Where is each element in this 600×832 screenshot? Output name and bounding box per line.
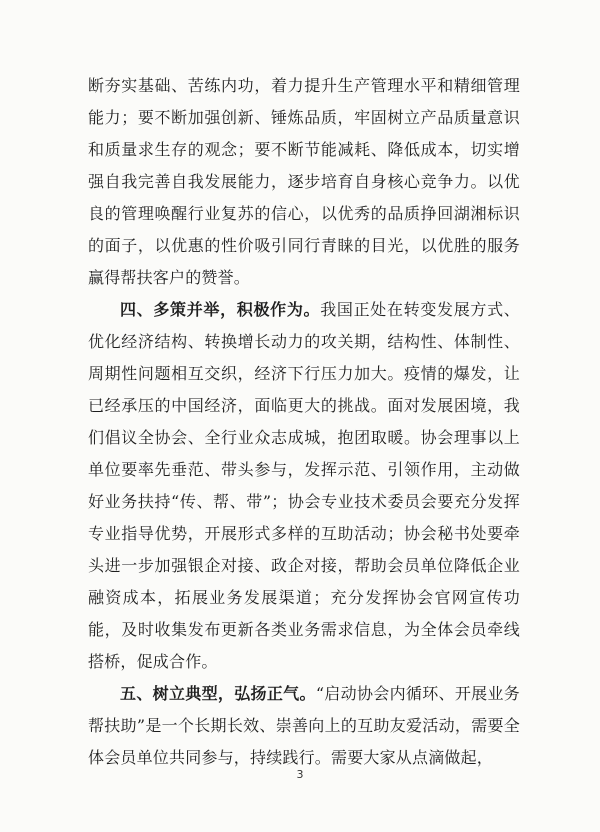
paragraph-section-five	[88, 678, 520, 774]
paragraph-continued	[88, 70, 520, 294]
paragraph-text: “启动协会内循环、开展业务帮扶助”是一个长期长效、崇善向上的互助友爱活动，需要全体会员单位共同参与，持续践行。需要大家从点滴做起，	[88, 684, 520, 767]
paragraph-text: 我国正处在转变发展方式、优化经济结构、转换增长动力的攻关期，结构性、体制性、周期性问题相互交织，经济下行压力加大。疫情的爆发，让已经承压的中国经济，面临更大的挑战。面对发展困境，我们倡议全协会、全行业众志成城，抱团取暖。协会理事以上单位要率先垂范、带头参与，发挥示范、引领作用，主动做好业务扶持“传、帮、带”；协会专业技术委员会要充分发挥专业指导优势，开展形式多样的互助活动；协会秘书处要牵头进一步加强银企对接、政企对接，帮助会员单位降低企业融资成本，拓展业务发展渠道；充分发挥协会官网宣传功能，及时收集发布更新各类业务需求信息，为全体会员牵线搭桥，促成合作。	[88, 300, 521, 671]
section-heading: 四、多策并举，积极作为。	[120, 300, 321, 319]
section-heading: 五、树立典型，弘扬正气。	[120, 684, 316, 703]
paragraph-text: 断夯实基础、苦练内功，着力提升生产管理水平和精细管理能力；要不断加强创新、锤炼品质，牢固树立产品质量意识和质量求生存的观念；要不断节能减耗、降低成本，切实增强自我完善自我发展能力，逐步培育自身核心竞争力。以优良的管理唤醒行业复苏的信心，以优秀的品质挣回湖湘标识的面子，以优惠的性价吸引同行青睐的目光，以优胜的服务赢得帮扶客户的赞誉。	[88, 76, 520, 287]
document-body	[88, 70, 520, 774]
page-number: 3	[296, 768, 304, 781]
paragraph-section-four	[88, 294, 520, 678]
